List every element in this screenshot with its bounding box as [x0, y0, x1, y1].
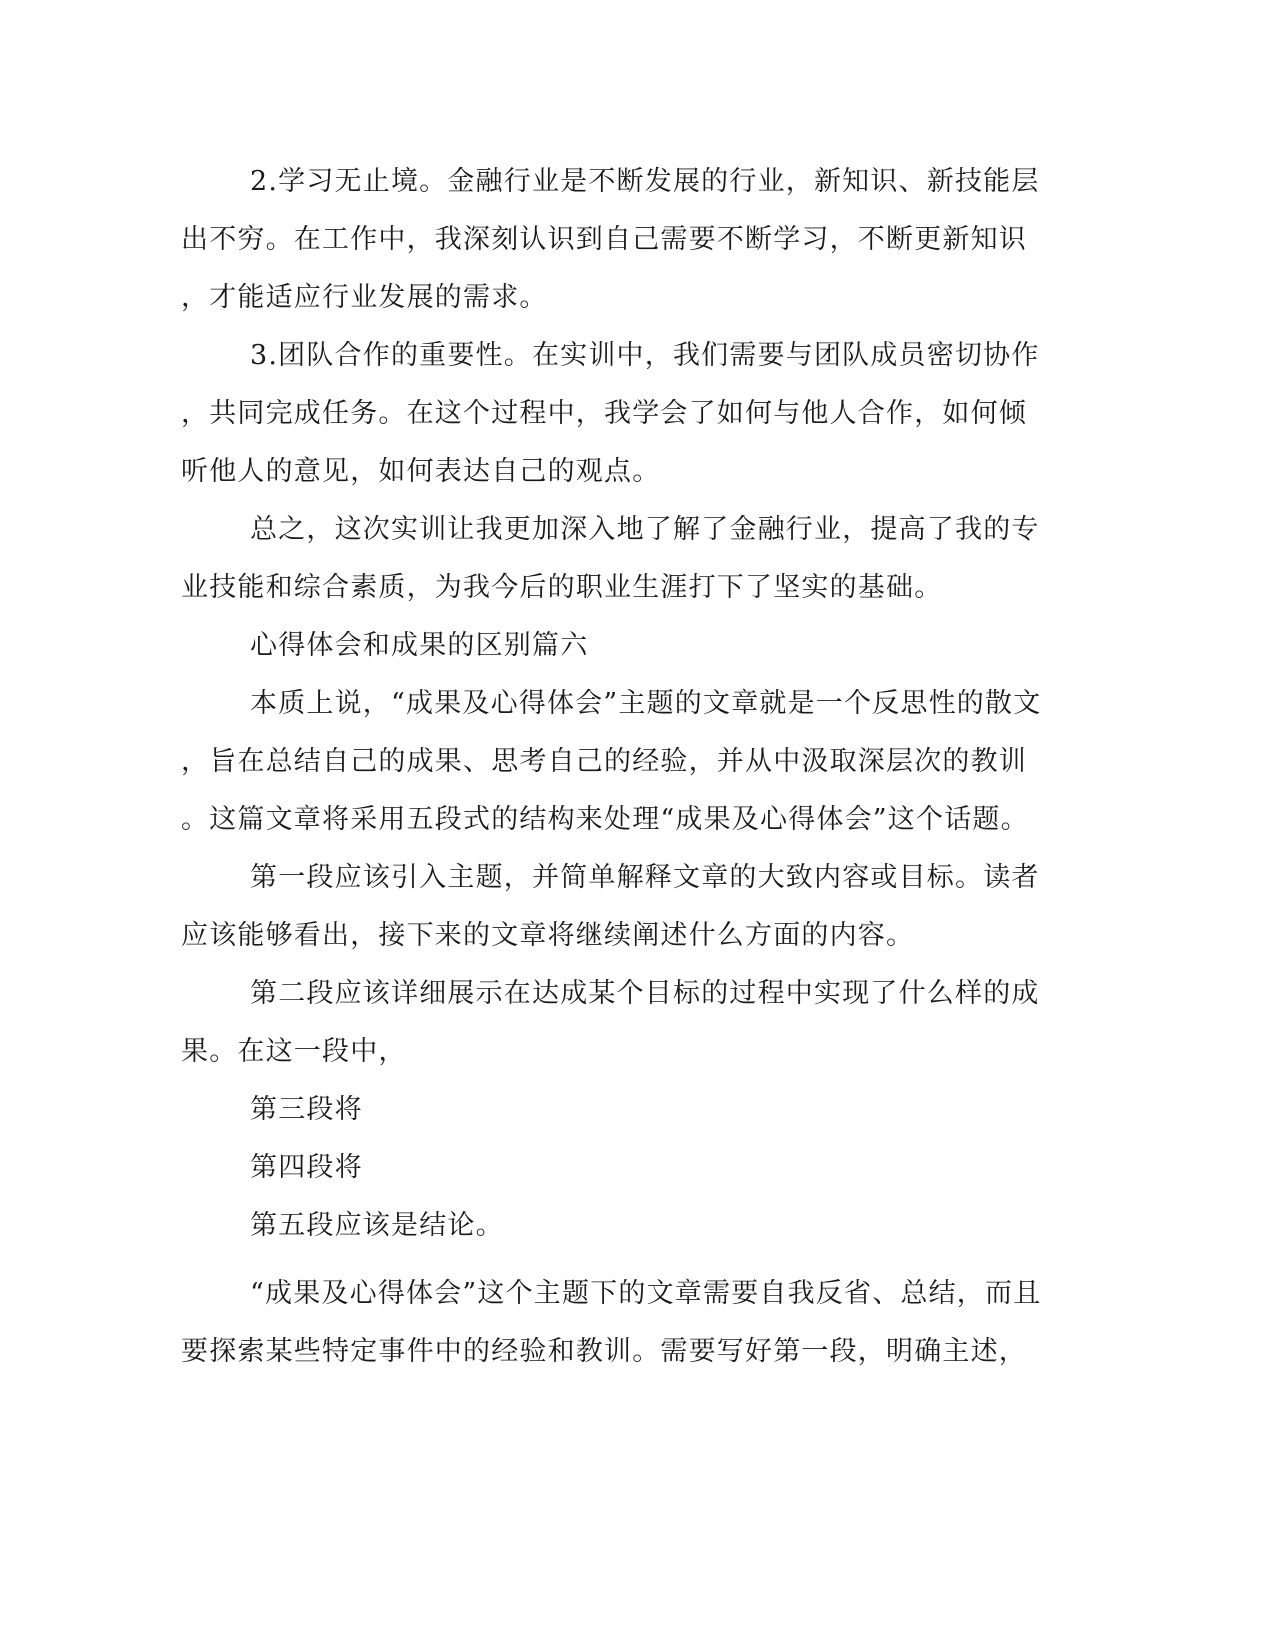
text-line: [0, 276, 1275, 320]
line-text: 2.学习无止境。金融行业是不断发展的行业，新知识、新技能层: [250, 166, 1040, 197]
line-text: 第五段应该是结论。: [250, 1210, 504, 1241]
line-text: 3.团队合作的重要性。在实训中，我们需要与团队成员密切协作: [250, 340, 1040, 371]
line-text: 应该能够看出，接下来的文章将继续阐述什么方面的内容。: [181, 920, 915, 951]
line-text: 总之，这次实训让我更加深入地了解了金融行业，提高了我的专: [250, 514, 1040, 545]
text-line: [0, 1272, 1275, 1316]
line-text: ，旨在总结自己的成果、思考自己的经验，并从中汲取深层次的教训: [181, 746, 1027, 777]
text-line: [0, 450, 1275, 494]
text-line: [0, 392, 1275, 436]
line-text: 第二段应该详细展示在达成某个目标的过程中实现了什么样的成: [250, 978, 1040, 1009]
line-text: 第四段将: [250, 1152, 363, 1183]
heading-text: 心得体会和成果的区别篇六: [250, 630, 589, 661]
line-text: ，共同完成任务。在这个过程中，我学会了如何与他人合作，如何倾: [181, 398, 1027, 429]
text-line: [0, 1204, 1275, 1248]
line-text: “成果及心得体会”这个主题下的文章需要自我反省、总结，而且: [250, 1278, 1042, 1309]
text-line: [0, 972, 1275, 1016]
line-text: 果。在这一段中，: [181, 1036, 407, 1067]
line-text: 要探索某些特定事件中的经验和教训。需要写好第一段，明确主述，: [181, 1336, 1027, 1367]
text-line: [0, 334, 1275, 378]
text-line: [0, 856, 1275, 900]
text-line: [0, 740, 1275, 784]
line-text: ，才能适应行业发展的需求。: [181, 282, 548, 313]
line-text: 听他人的意见，如何表达自己的观点。: [181, 456, 661, 487]
line-text: 出不穷。在工作中，我深刻认识到自己需要不断学习，不断更新知识: [181, 224, 1027, 255]
text-line: [0, 218, 1275, 262]
line-text: 第三段将: [250, 1094, 363, 1125]
text-line: [0, 798, 1275, 842]
text-line: [0, 508, 1275, 552]
text-line: [0, 682, 1275, 726]
line-text: 。这篇文章将采用五段式的结构来处理“成果及心得体会”这个话题。: [181, 804, 1029, 835]
text-line: [0, 566, 1275, 610]
line-text: 业技能和综合素质，为我今后的职业生涯打下了坚实的基础。: [181, 572, 943, 603]
text-line: [0, 160, 1275, 204]
line-text: 第一段应该引入主题，并简单解释文章的大致内容或目标。读者: [250, 862, 1040, 893]
text-line: [0, 1146, 1275, 1190]
text-line: [0, 914, 1275, 958]
section-heading: [0, 624, 1275, 668]
line-text: 本质上说，“成果及心得体会”主题的文章就是一个反思性的散文: [250, 688, 1042, 719]
text-line: [0, 1030, 1275, 1074]
text-line: [0, 1088, 1275, 1132]
text-line: [0, 1330, 1275, 1374]
